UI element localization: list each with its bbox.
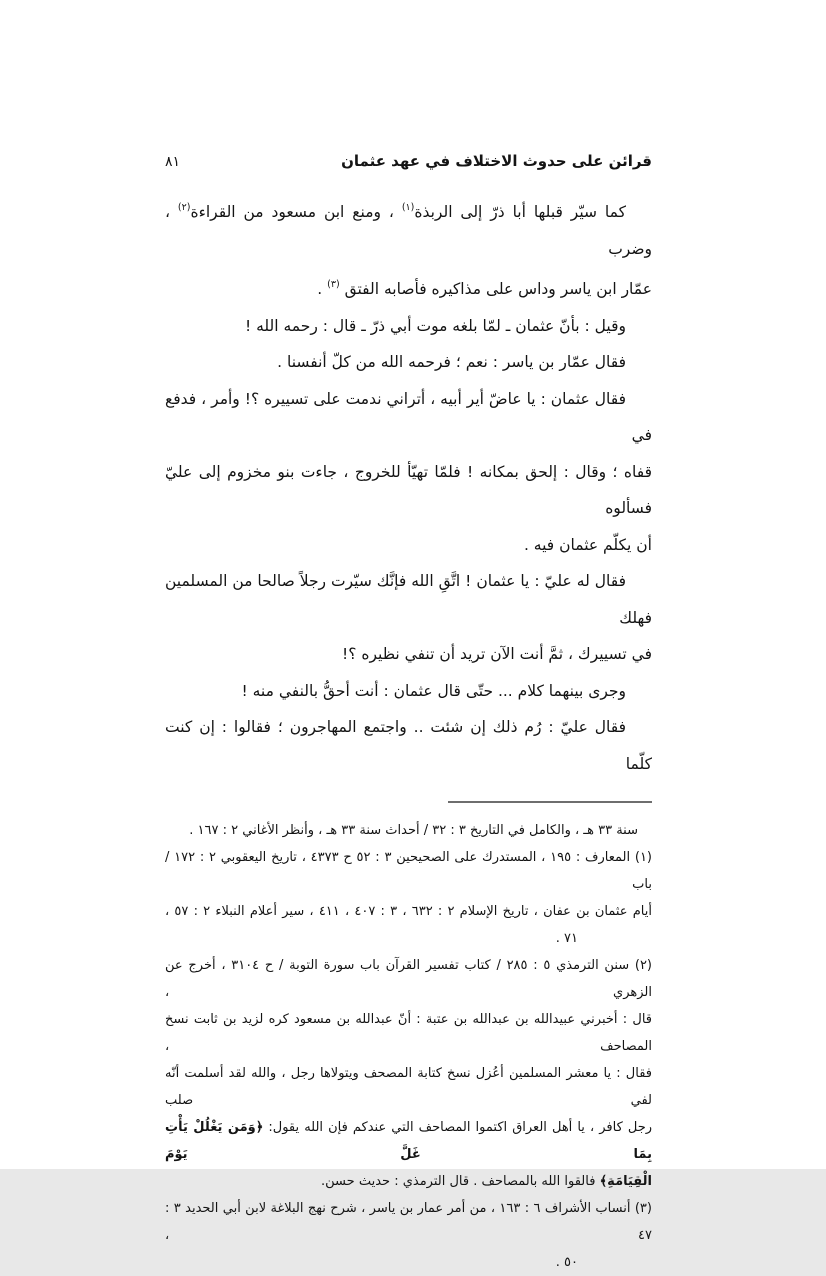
text-segment: ٥٠ . bbox=[555, 1255, 578, 1270]
text-segment: أيام عثمان بن عفان ، تاريخ الإسلام ٢ : ٦٣٢ ، ٣ : ٤٠٧ ، ٤١١ ، سير أعلام النبلاء ٢ : ٥٧ ، bbox=[165, 904, 652, 919]
footnote-marker: (٢) bbox=[177, 202, 191, 213]
footnote-line bbox=[165, 952, 652, 1006]
text-segment: في تسييرك ، ثمَّ أنت الآن تريد أن تنفي نظيره ؟! bbox=[342, 645, 652, 663]
running-title: قرائن على حدوث الاختلاف في عهد عثمان bbox=[341, 152, 652, 170]
text-segment: (٣) أنساب الأشراف ٦ : ١٦٣ ، من أمر عمار بن ياسر ، شرح نهج البلاغة لابن أبي الحديد ٣ : ٤٧ ، bbox=[165, 1201, 652, 1243]
text-segment: قال : أخبرني عبيدالله بن عبدالله بن عتبة : أنّ عبدالله بن مسعود كره لزيد بن ثابت نسخ المصاحف ، bbox=[165, 1012, 652, 1054]
footnote-line bbox=[165, 1195, 652, 1249]
footnote-marker: (٣) bbox=[327, 279, 340, 290]
body-line bbox=[165, 344, 652, 381]
footnote-line bbox=[165, 1168, 652, 1195]
body-line bbox=[165, 267, 652, 308]
footnote-marker: (١) bbox=[401, 202, 415, 213]
body-line bbox=[165, 190, 652, 267]
text-segment: فقال : يا معشر المسلمين أعُزل نسخ كتابة المصحف ويتولاها رجل ، والله لقد أسلمت أنّه لفي صلب bbox=[165, 1066, 652, 1108]
quran-quote: ﴿وَمَن يَغْلُلْ يَأْتِ بِمَا غَلَّ يَوْمَ bbox=[165, 1120, 652, 1162]
footnote-line bbox=[165, 1114, 652, 1168]
footnote-line bbox=[165, 1006, 652, 1060]
text-segment: فالقوا الله بالمصاحف . قال الترمذي : حديث حسن. bbox=[321, 1174, 600, 1189]
text-segment: . bbox=[317, 280, 328, 298]
text-segment: وقيل : بأنّ عثمان ـ لمّا بلغه موت أبي ذرّ ـ قال : رحمه الله ! bbox=[244, 316, 626, 335]
body-line bbox=[165, 308, 652, 345]
text-segment: ، وضرب bbox=[165, 203, 652, 258]
text-segment: (٢) سنن الترمذي ٥ : ٢٨٥ / كتاب تفسير القرآن باب سورة التوبة / ح ٣١٠٤ ، أخرج عن الزهري ، bbox=[165, 958, 652, 1000]
text-segment: سنة ٣٣ هـ ، والكامل في التاريخ ٣ : ٣٢ / أحداث سنة ٣٣ هـ ، وأنظر الأغاني ٢ : ١٦٧ . bbox=[189, 823, 638, 838]
text-segment: ، ومنع ابن مسعود من القراءة bbox=[190, 203, 402, 221]
footnote-line bbox=[165, 844, 652, 898]
footnote-separator bbox=[448, 801, 652, 803]
body-line bbox=[165, 709, 652, 782]
body-line bbox=[165, 636, 652, 673]
page-header bbox=[165, 152, 652, 170]
body-line bbox=[165, 673, 652, 710]
footnote-line bbox=[165, 898, 652, 925]
text-segment: فقال عثمان : يا عاضّ أير أبيه ، أتراني ندمت على تسييره ؟! وأمر ، فدفع في bbox=[165, 389, 652, 444]
text-segment: رجل كافر ، يا أهل العراق اكتموا المصاحف التي عندكم فإن الله يقول: bbox=[263, 1120, 653, 1135]
text-segment: وجرى بينهما كلام ... حتّى قال عثمان : أنت أحقُّ بالنفي منه ! bbox=[241, 681, 626, 700]
text-segment: فقال له عليّ : يا عثمان ! اتَّقِ الله فإنَّك سيّرت رجلاً صالحا من المسلمين فهلك bbox=[165, 572, 652, 627]
text-segment: (١) المعارف : ١٩٥ ، المستدرك على الصحيحين ٣ : ٥٢ ح ٤٣٧٣ ، تاريخ اليعقوبي ٢ : ١٧٢ / باب bbox=[165, 850, 652, 892]
text-segment: فقال عليّ : رُم ذلك إن شئت .. واجتمع المهاجرون ؛ فقالوا : إن كنت كلّما bbox=[165, 718, 652, 773]
body-line bbox=[165, 454, 652, 527]
body-line bbox=[165, 381, 652, 454]
text-segment: فقال عمّار بن ياسر : نعم ؛ فرحمه الله من كلّ أنفسنا . bbox=[277, 353, 626, 371]
body-line bbox=[165, 563, 652, 636]
body-text bbox=[165, 190, 652, 782]
text-segment: ٧١ . bbox=[555, 931, 578, 946]
body-line bbox=[165, 527, 652, 564]
text-segment: قفاه ؛ وقال : إلحق بمكانه ! فلمّا تهيّأ للخروج ، جاءت بنو مخزوم إلى عليّ فسألوه bbox=[165, 462, 652, 517]
text-segment: عمّار ابن ياسر وداس على مذاكيره فأصابه الفتق bbox=[339, 280, 652, 298]
quran-quote: الْقِيَامَةِ﴾ bbox=[599, 1174, 652, 1189]
page-number: ٨١ bbox=[165, 154, 181, 170]
footnote-line bbox=[165, 1060, 652, 1114]
text-segment: أن يكلّم عثمان فيه . bbox=[523, 535, 652, 554]
footnote-line bbox=[165, 1249, 652, 1276]
text-segment: كما سيّر قبلها أبا ذرّ إلى الربذة bbox=[414, 203, 626, 221]
footnote-line bbox=[165, 925, 652, 952]
footnote-line bbox=[165, 817, 652, 844]
footnotes-block bbox=[165, 817, 652, 1276]
